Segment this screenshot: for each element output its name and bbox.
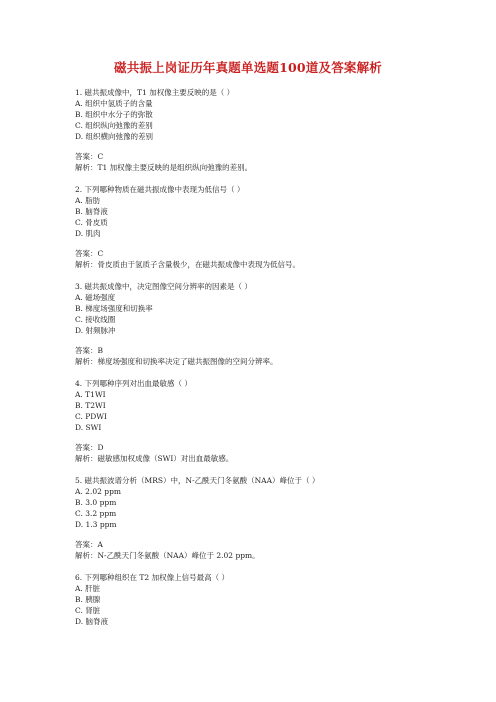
option: B. 脑脊液 [75, 207, 108, 216]
answer-text: 答案：C [75, 152, 104, 161]
option: A. 脂肪 [75, 196, 101, 205]
question-list [75, 87, 465, 638]
question-text: 4. 下列哪种序列对出血最敏感（ ） [75, 379, 192, 388]
page-title: 磁共振上岗证历年真题单选题100道及答案解析 [114, 60, 382, 75]
answer-text: 答案：B [75, 346, 104, 355]
question-text: 6. 下列哪种组织在 T2 加权像上信号最高（ ） [75, 573, 229, 582]
option: A. 肝脏 [75, 584, 101, 593]
option: B. T2WI [75, 401, 106, 410]
option: C. 肾脏 [75, 606, 101, 615]
question-item [75, 281, 465, 367]
explanation-text: 解析：N-乙酰天门冬氨酸（NAA）峰位于 2.02 ppm。 [75, 551, 260, 560]
explanation-text: 解析：梯度场强度和切换率决定了磁共振图像的空间分辨率。 [75, 357, 278, 366]
answer-text: 答案：D [75, 443, 104, 452]
option: A. 组织中氢质子的含量 [75, 99, 153, 108]
answer-text: 答案：C [75, 249, 104, 258]
option: A. 2.02 ppm [75, 487, 121, 496]
option: D. 1.3 ppm [75, 520, 117, 529]
question-text: 3. 磁共振成像中，决定图像空间分辨率的因素是（ ） [75, 282, 252, 291]
option: C. 组织纵向弛豫的差别 [75, 121, 153, 130]
option: B. 3.0 ppm [75, 498, 117, 507]
option: C. 接收线圈 [75, 315, 116, 324]
question-item [75, 475, 465, 561]
option: B. 组织中水分子的弥散 [75, 110, 153, 119]
question-item [75, 572, 465, 627]
question-text: 1. 磁共振成像中，T1 加权像主要反映的是（ ） [75, 88, 235, 97]
question-item [75, 87, 465, 173]
question-item [75, 184, 465, 270]
question-text: 5. 磁共振波谱分析（MRS）中，N-乙酰天门冬氨酸（NAA）峰位于（ ） [75, 476, 320, 485]
explanation-text: 解析：T1 加权像主要反映的是组织纵向弛豫的差别。 [75, 163, 253, 172]
question-item [75, 378, 465, 464]
option: C. 3.2 ppm [75, 509, 117, 518]
option: D. 肌肉 [75, 229, 101, 238]
option: D. 射频脉冲 [75, 326, 116, 335]
option: C. PDWI [75, 412, 107, 421]
explanation-text: 解析：磁敏感加权成像（SWI）对出血最敏感。 [75, 454, 234, 463]
option: D. SWI [75, 423, 102, 432]
option: C. 骨皮质 [75, 218, 108, 227]
option: A. 磁场强度 [75, 293, 116, 302]
option: B. 胰腺 [75, 595, 101, 604]
question-text: 2. 下列哪种物质在磁共振成像中表现为低信号（ ） [75, 185, 245, 194]
answer-text: 答案：A [75, 540, 103, 549]
option: B. 梯度场强度和切换率 [75, 304, 153, 313]
option: A. T1WI [75, 390, 106, 399]
option: D. 脑脊液 [75, 617, 109, 626]
option: D. 组织横向弛豫的差别 [75, 132, 154, 141]
explanation-text: 解析：骨皮质由于氢质子含量极少，在磁共振成像中表现为低信号。 [75, 260, 300, 269]
